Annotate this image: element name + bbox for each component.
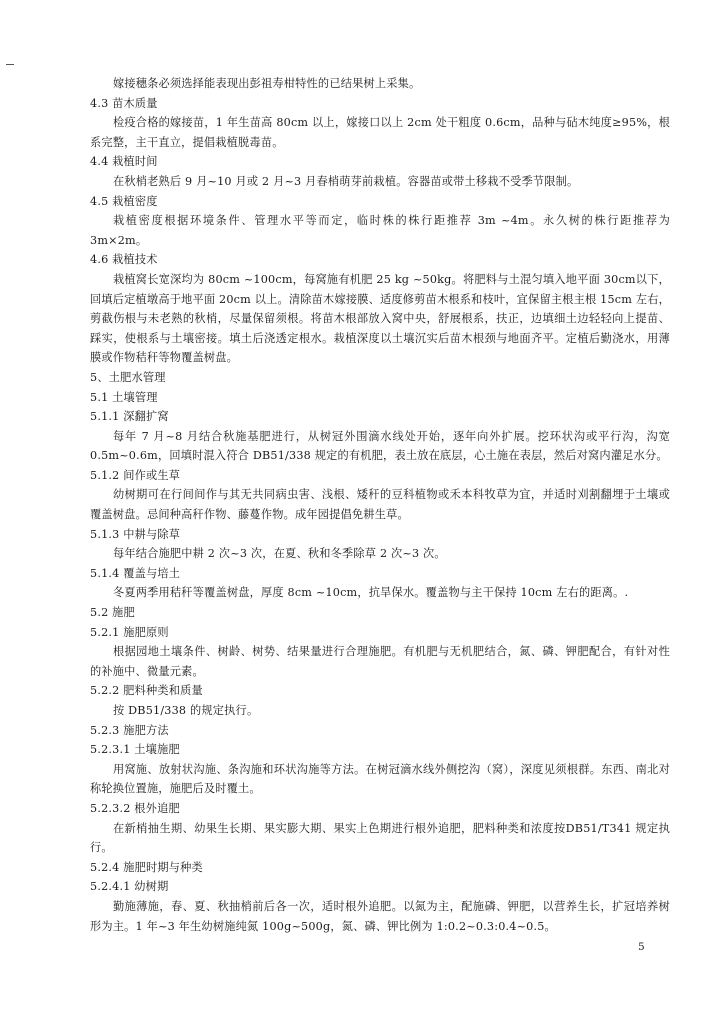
document-body <box>90 74 670 936</box>
paragraph: 检疫合格的嫁接苗，1 年生苗高 80cm 以上，嫁接口以上 2cm 处干粗度 0.6cm，品种与砧木纯度≥95%，根系完整，主干直立，提倡栽植脱毒苗。 <box>90 116 670 149</box>
paragraph: 每年 7 月~8 月结合秋施基肥进行，从树冠外围滴水线处开始，逐年向外扩展。挖环状沟或平行沟，沟宽 0.5m~0.6m，回填时混入符合 DB51/338 规定的有机肥，表土放在底层，心土施在表层，然后对窝内灌足水分。 <box>90 429 670 463</box>
section-heading: 5.2.2 肥料种类和质量 <box>90 684 203 698</box>
paragraph: 幼树期可在行间间作与其无共同病虫害、浅根、矮秆的豆科植物或禾本科牧草为宜，并适时刈割翻埋于土壤或覆盖树盘。忌间种高秆作物、藤蔓作物。成年园提倡免耕生草。 <box>90 488 670 522</box>
section-heading: 5、土肥水管理 <box>90 370 166 384</box>
section-heading: 5.1.1 深翻扩窝 <box>90 410 169 424</box>
section-heading: 5.1.4 覆盖与培土 <box>90 566 181 580</box>
paragraph: 在秋梢老熟后 9 月~10 月或 2 月~3 月春梢萌芽前栽植。容器苗或带土移栽不受季节限制。 <box>112 174 579 188</box>
section-heading: 4.3 苗木质量 <box>90 96 158 110</box>
section-heading: 5.2.1 施肥原则 <box>90 625 169 639</box>
paragraph: 冬夏两季用秸秆等覆盖树盘，厚度 8cm ~10cm，抗旱保水。覆盖物与主干保持 10cm 左右的距离。. <box>112 586 629 600</box>
section-heading: 5.1.2 间作或生草 <box>90 468 181 482</box>
section-heading: 5.2 施肥 <box>90 606 135 620</box>
paragraph: 按 DB51/338 的规定执行。 <box>112 704 259 717</box>
section-heading: 5.2.4 施肥时期与种类 <box>90 860 203 874</box>
paragraph: 栽植窝长宽深均为 80cm ~100cm，每窝施有机肥 25 kg ~50kg。将肥料与土混匀填入地平面 30cm以下，回填后定植墩高于地平面 20cm 以上。清除苗木嫁接膜、适度修剪苗木根系和枝叶，宜保留主根主根 15cm 左右，剪截伤根与未老熟的秋梢，尽量保留须根。将苗木根部放入窝中央，舒展根系，扶正，边填细土边轻轻向上提苗、踩实，使根系与土壤密接。填土后浇透定根水。栽植深度以土壤沉实后苗木根颈与地面齐平。定植后勤浇水，用薄膜或作物秸秆等物覆盖树盘。 <box>90 272 670 365</box>
section-heading: 5.1.3 中耕与除草 <box>90 527 181 541</box>
paragraph: 嫁接穗条必须选择能表现出彭祖寿柑特性的已结果树上采集。 <box>112 77 421 90</box>
section-heading: 5.2.3 施肥方法 <box>90 723 169 737</box>
paragraph: 勤施薄施，春、夏、秋抽梢前后各一次，适时根外追肥。以氮为主，配施磷、钾肥，以营养生长，扩冠培养树形为主。1 年~3 年生幼树施纯氮 100g~500g，氮、磷、钾比例为 1:0.2~0.3:0.4~0.5。 <box>90 899 670 933</box>
page-number: 5 <box>638 941 645 953</box>
section-heading: 5.1 土壤管理 <box>90 390 158 404</box>
margin-mark <box>6 64 14 65</box>
paragraph: 在新梢抽生期、幼果生长期、果实膨大期、果实上色期进行根外追肥，肥料种类和浓度按DB51/T341 规定执行。 <box>90 821 670 855</box>
paragraph: 每年结合施肥中耕 2 次~3 次，在夏、秋和冬季除草 2 次~3 次。 <box>112 547 446 561</box>
section-heading: 5.2.4.1 幼树期 <box>90 880 169 894</box>
section-heading: 5.2.3.1 土壤施肥 <box>90 743 180 757</box>
section-heading: 4.6 栽植技术 <box>90 253 158 267</box>
paragraph: 用窝施、放射状沟施、条沟施和环状沟施等方法。在树冠滴水线外侧挖沟（窝），深度见须根群。东西、南北对称轮换位置施，施肥后及时覆土。 <box>90 762 670 796</box>
section-heading: 5.2.3.2 根外追肥 <box>90 801 180 815</box>
paragraph: 栽植密度根据环境条件、管理水平等而定，临时株的株行距推荐 3m ~4m。永久树的株行距推荐为 3m×2m。 <box>90 214 670 247</box>
section-heading: 4.5 栽植密度 <box>90 194 158 208</box>
paragraph: 根据园地土壤条件、树龄、树势、结果量进行合理施肥。有机肥与无机肥结合，氮、磷、钾肥配合，有针对性的补施中、微量元素。 <box>90 645 670 678</box>
section-heading: 4.4 栽植时间 <box>90 155 158 169</box>
